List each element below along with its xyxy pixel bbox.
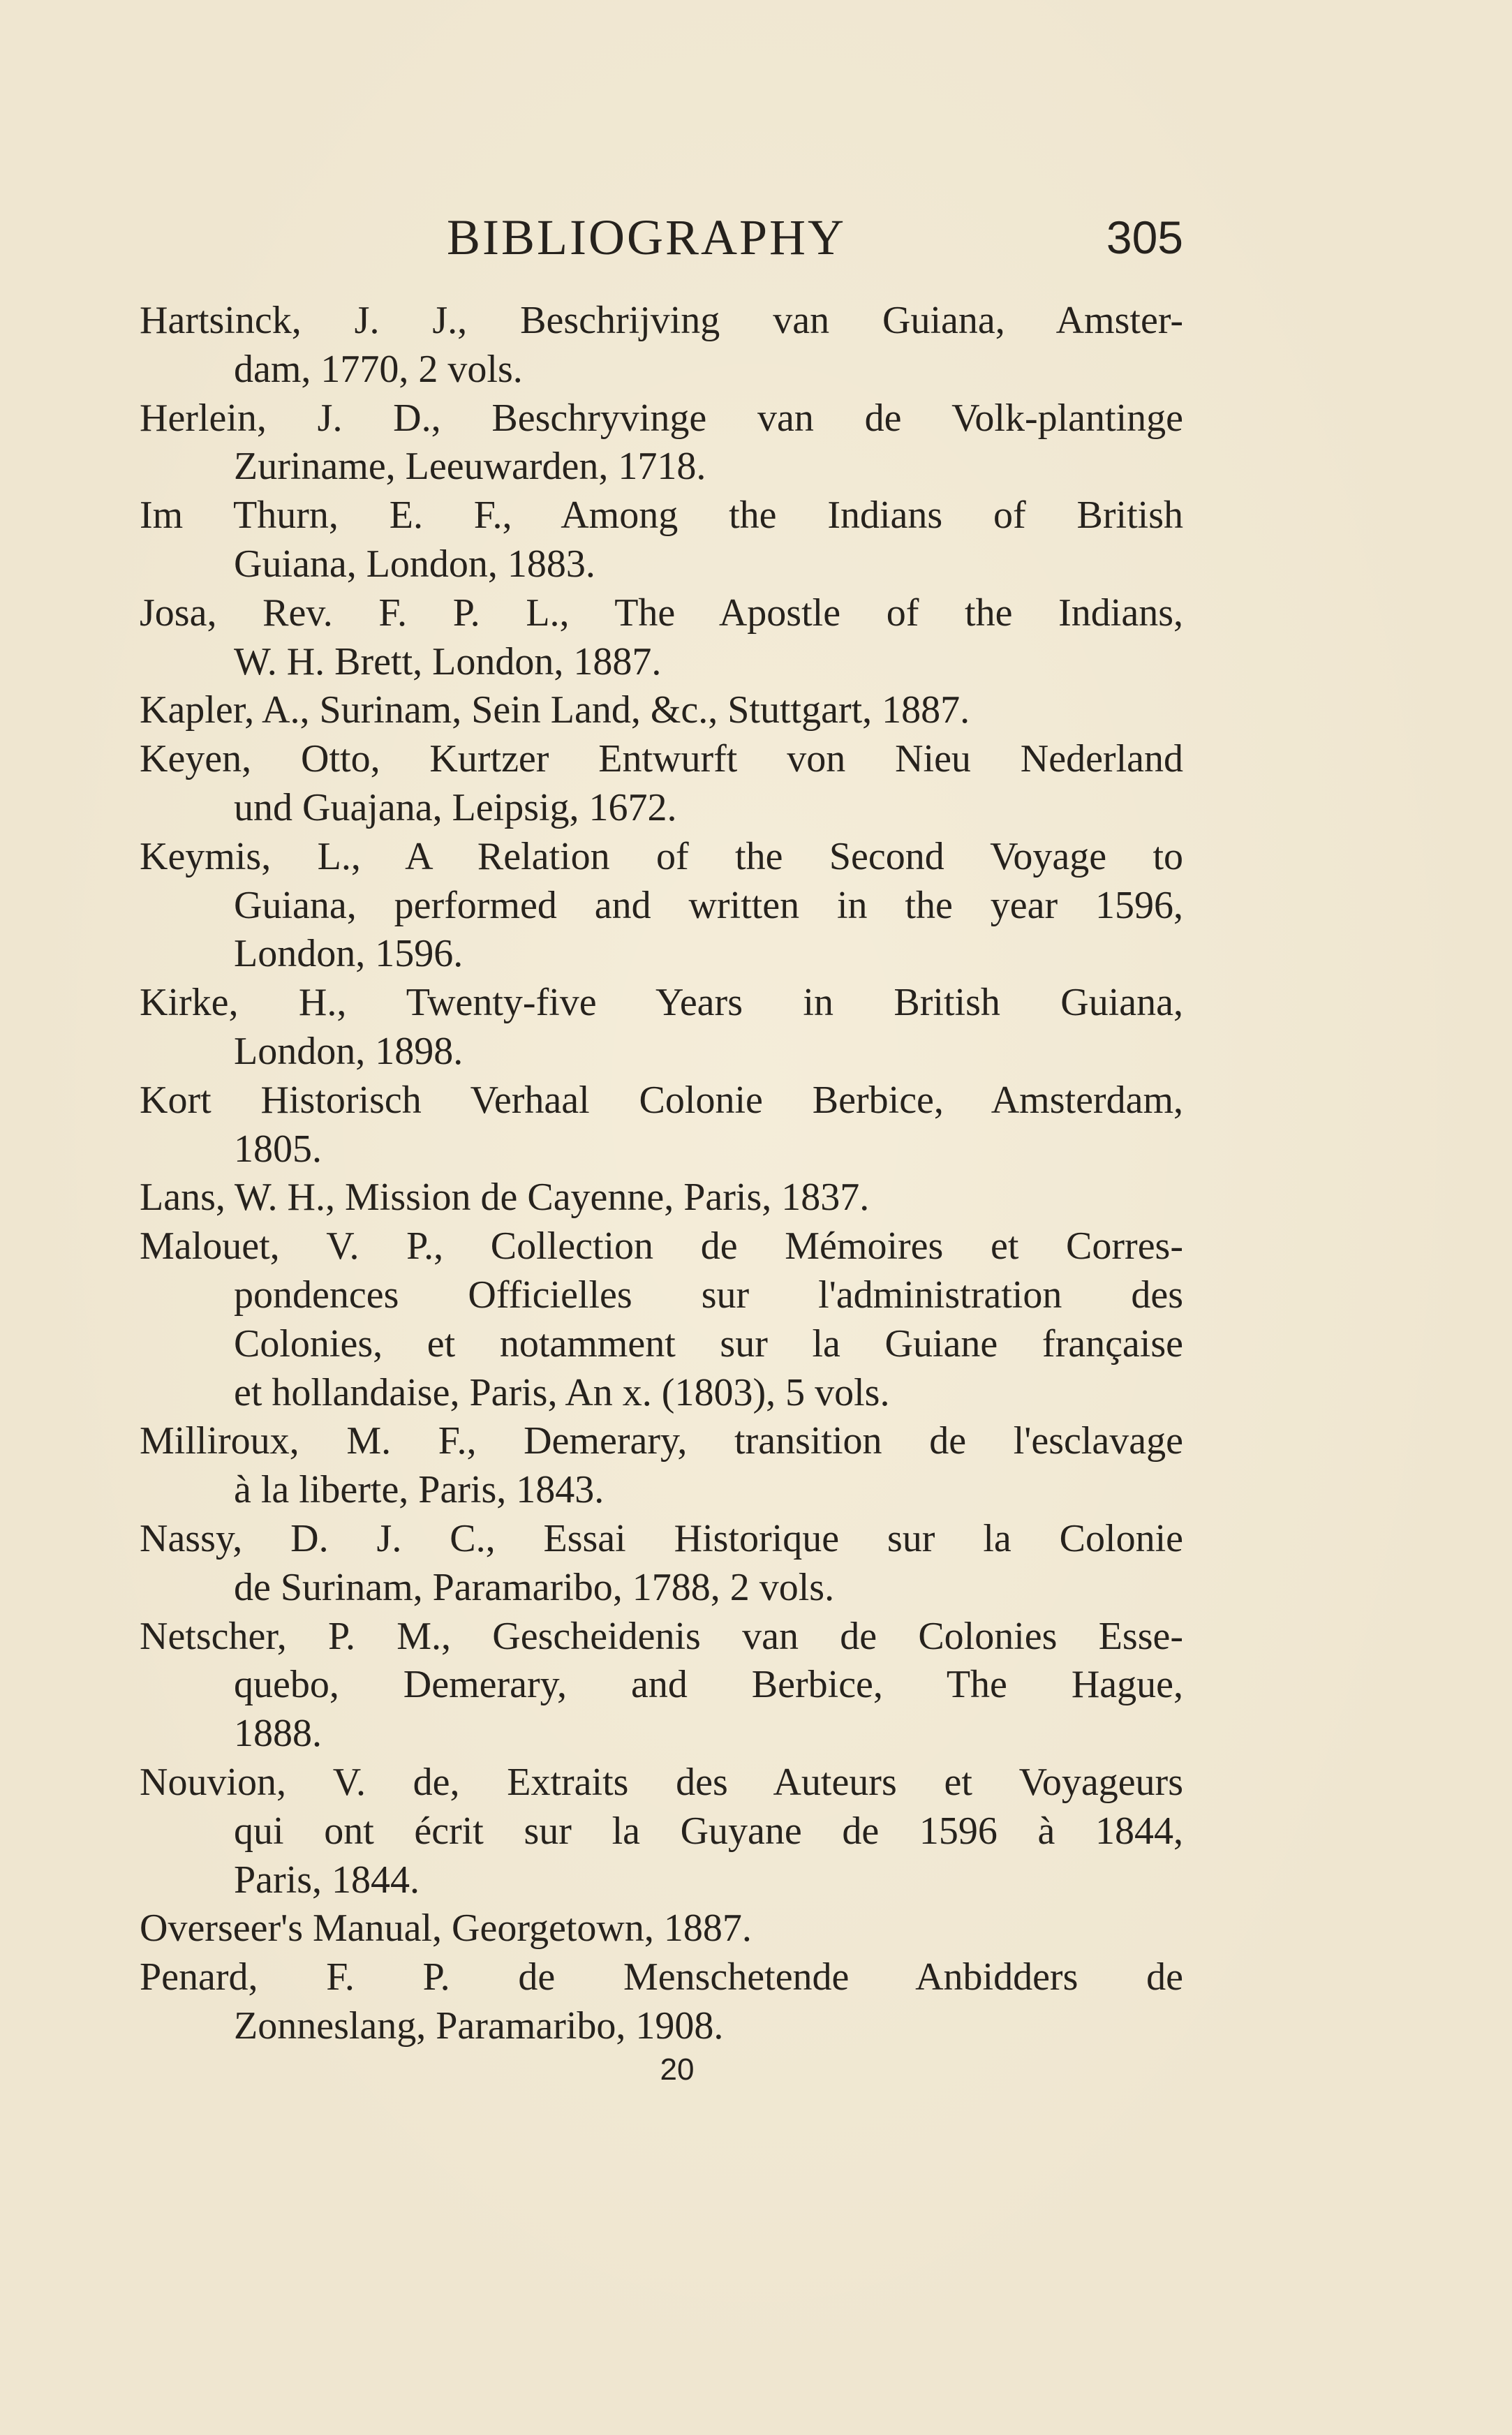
running-head bbox=[140, 202, 1183, 272]
entry-continuation-line: Zuriname, Leeuwarden, 1718. bbox=[234, 445, 706, 489]
bibliography-entry bbox=[140, 1953, 1183, 2051]
bibliography-entry bbox=[140, 589, 1183, 687]
entry-continuation-line: 1888. bbox=[234, 1712, 322, 1756]
entry-continuation-line: Guiana, London, 1883. bbox=[234, 542, 595, 586]
entry-first-line: Netscher, P. M., Gescheidenis van de Colonies Esse- bbox=[140, 1614, 1183, 1658]
running-head-title: BIBLIOGRAPHY bbox=[447, 209, 847, 265]
entry-first-line: Keymis, L., A Relation of the Second Voyage to bbox=[140, 834, 1183, 878]
bibliography-entry bbox=[140, 1515, 1183, 1613]
entry-first-line: Kirke, H., Twenty-five Years in British Guiana, bbox=[140, 981, 1183, 1025]
signature-mark: 20 bbox=[660, 2052, 695, 2087]
entry-continuation-line: Guiana, performed and written in the year 1596, bbox=[234, 883, 1183, 927]
bibliography-entry bbox=[140, 833, 1183, 979]
entry-first-line: Overseer's Manual, Georgetown, 1887. bbox=[140, 1907, 752, 1951]
bibliography-entry bbox=[140, 394, 1183, 492]
entry-continuation-line: London, 1596. bbox=[234, 932, 464, 976]
entry-continuation-line: qui ont écrit sur la Guyane de 1596 à 1844, bbox=[234, 1809, 1183, 1853]
entry-first-line: Kort Historisch Verhaal Colonie Berbice, Amsterdam, bbox=[140, 1078, 1183, 1122]
entry-continuation-line: dam, 1770, 2 vols. bbox=[234, 347, 523, 391]
entry-continuation-line: quebo, Demerary, and Berbice, The Hague, bbox=[234, 1663, 1183, 1707]
entry-continuation-line: de Surinam, Paramaribo, 1788, 2 vols. bbox=[234, 1565, 835, 1609]
entry-continuation-line: à la liberte, Paris, 1843. bbox=[234, 1468, 605, 1512]
entry-continuation-line: pondences Officielles sur l'administration des bbox=[234, 1273, 1183, 1317]
bibliography-list bbox=[140, 297, 1183, 2051]
entry-first-line: Josa, Rev. F. P. L., The Apostle of the Indians, bbox=[140, 591, 1183, 635]
bibliography-entry bbox=[140, 1613, 1183, 1759]
entry-first-line: Lans, W. H., Mission de Cayenne, Paris, 1837. bbox=[140, 1176, 870, 1220]
bibliography-entry bbox=[140, 491, 1183, 589]
bibliography-entry bbox=[140, 735, 1183, 833]
entry-continuation-line: Paris, 1844. bbox=[234, 1858, 420, 1902]
entry-first-line: Nassy, D. J. C., Essai Historique sur la Colonie bbox=[140, 1516, 1183, 1560]
entry-continuation-line: und Guajana, Leipsig, 1672. bbox=[234, 785, 677, 829]
entry-continuation-line: Zonneslang, Paramaribo, 1908. bbox=[234, 2004, 724, 2048]
bibliography-entry bbox=[140, 979, 1183, 1076]
entry-first-line: Malouet, V. P., Collection de Mémoires et Corres- bbox=[140, 1224, 1183, 1268]
entry-first-line: Herlein, J. D., Beschryvinge van de Volk-plantinge bbox=[140, 396, 1183, 440]
entry-continuation-line: London, 1898. bbox=[234, 1029, 464, 1073]
bibliography-entry bbox=[140, 1222, 1183, 1417]
bibliography-entry bbox=[140, 297, 1183, 394]
entry-first-line: Im Thurn, E. F., Among the Indians of British bbox=[140, 494, 1183, 538]
entry-first-line: Nouvion, V. de, Extraits des Auteurs et Voyageurs bbox=[140, 1760, 1183, 1804]
entry-continuation-line: 1805. bbox=[234, 1127, 322, 1171]
entry-first-line: Keyen, Otto, Kurtzer Entwurft von Nieu Nederland bbox=[140, 737, 1183, 781]
entry-continuation-line: Colonies, et notamment sur la Guiane française bbox=[234, 1322, 1183, 1365]
bibliography-entry bbox=[140, 1174, 1183, 1222]
entry-continuation-line: et hollandaise, Paris, An x. (1803), 5 vols. bbox=[234, 1370, 890, 1414]
entry-first-line: Milliroux, M. F., Demerary, transition de l'esclavage bbox=[140, 1419, 1183, 1463]
bibliography-entry bbox=[140, 1417, 1183, 1515]
entry-first-line: Hartsinck, J. J., Beschrijving van Guiana, Amster- bbox=[140, 299, 1183, 342]
entry-first-line: Kapler, A., Surinam, Sein Land, &c., Stuttgart, 1887. bbox=[140, 688, 970, 732]
bibliography-entry bbox=[140, 1076, 1183, 1174]
entry-first-line: Penard, F. P. de Menschetende Anbidders de bbox=[140, 1955, 1183, 1999]
page-number: 305 bbox=[1106, 212, 1183, 263]
bibliography-entry bbox=[140, 686, 1183, 735]
bibliography-entry bbox=[140, 1904, 1183, 1953]
bibliography-entry bbox=[140, 1759, 1183, 1904]
entry-continuation-line: W. H. Brett, London, 1887. bbox=[234, 639, 662, 683]
